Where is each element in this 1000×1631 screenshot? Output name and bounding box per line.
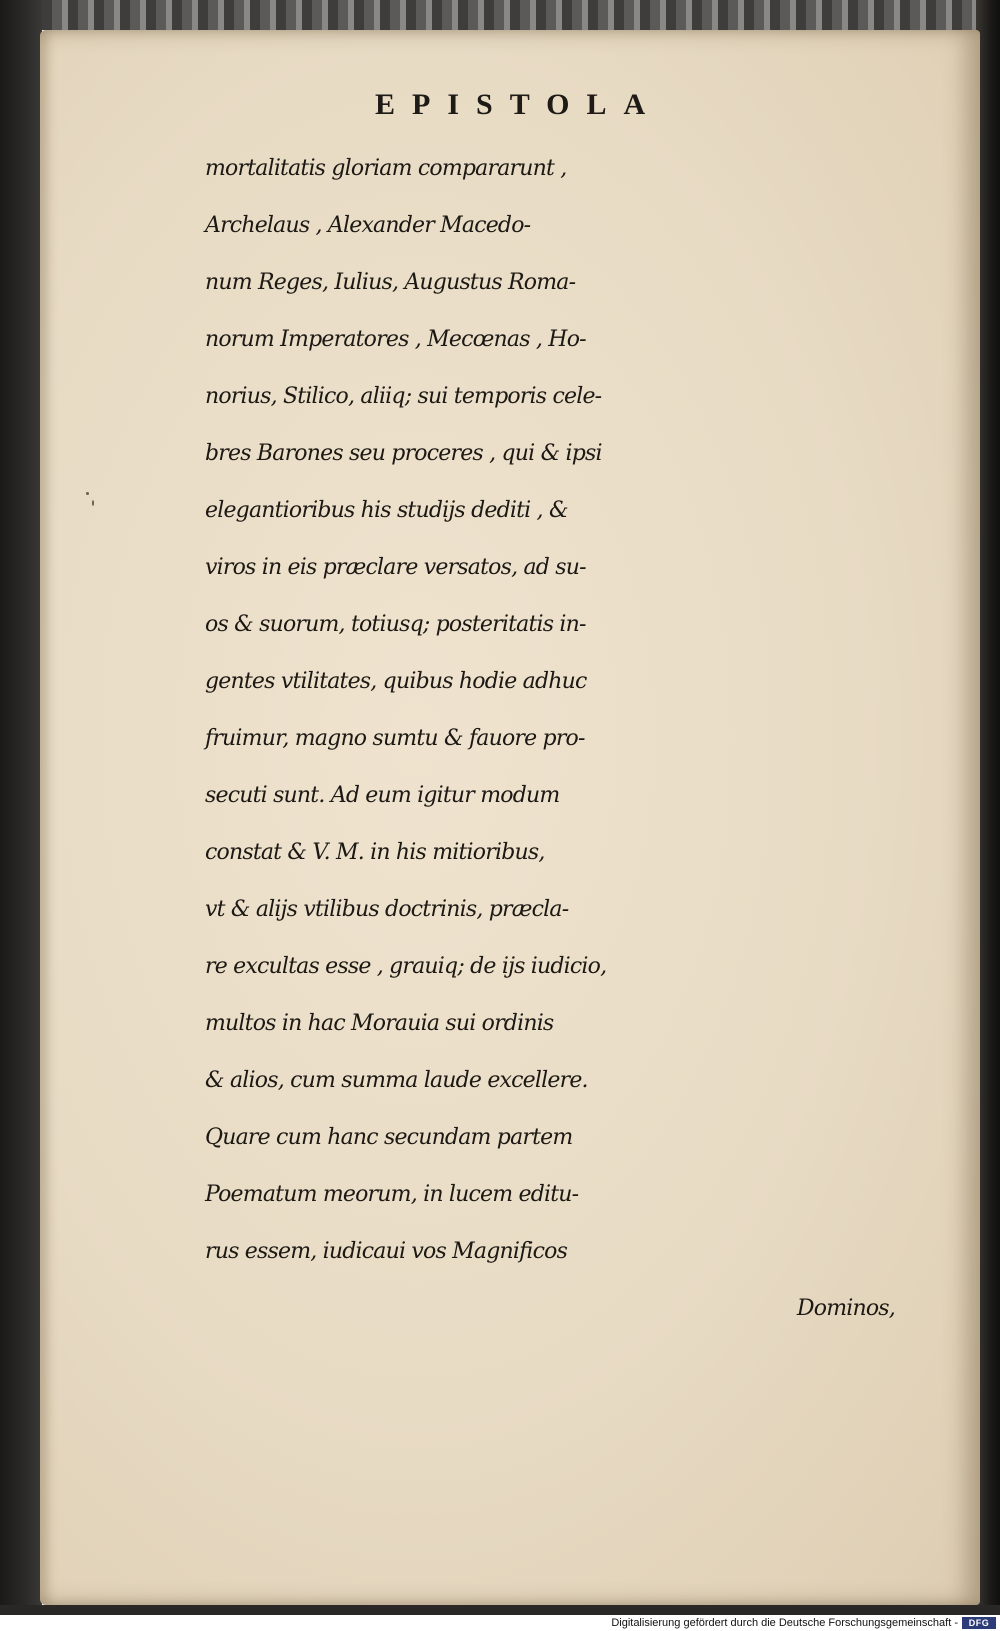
paper-speck bbox=[86, 492, 89, 495]
text-line: constat & V. M. in his mitioribus, bbox=[205, 840, 545, 865]
footer-credit: Digitalisierung gefördert durch die Deutsche Forschungsgemeinschaft - bbox=[611, 1617, 958, 1629]
scan-bottom-border bbox=[0, 1605, 1000, 1615]
text-line: secuti sunt. Ad eum igitur modum bbox=[205, 783, 560, 808]
text-line: elegantioribus his studijs dediti , & bbox=[205, 498, 568, 523]
text-line: os & suorum, totiusq; posteritatis in- bbox=[205, 612, 586, 637]
text-line: & alios, cum summa laude excellere. bbox=[205, 1068, 588, 1093]
text-line: Archelaus , Alexander Macedo- bbox=[205, 213, 531, 238]
text-line: Dominos, bbox=[796, 1296, 895, 1321]
book-binding-left bbox=[0, 0, 42, 1615]
text-line: vt & alijs vtilibus doctrinis, præcla- bbox=[205, 897, 569, 922]
text-line: bres Barones seu proceres , qui & ipsi bbox=[205, 441, 602, 466]
text-line: fruimur, magno sumtu & fauore pro- bbox=[205, 726, 585, 751]
text-line: Poematum meorum, in lucem editu- bbox=[205, 1182, 579, 1207]
text-line: norum Imperatores , Mecœnas , Ho- bbox=[205, 327, 586, 352]
scan-top-border bbox=[0, 0, 1000, 30]
body-text bbox=[205, 140, 915, 1337]
text-line: multos in hac Morauia sui ordinis bbox=[205, 1011, 554, 1036]
text-line: mortalitatis gloriam compararunt , bbox=[205, 156, 567, 181]
text-line: viros in eis præclare versatos, ad su- bbox=[205, 555, 586, 580]
running-head: EPISTOLA bbox=[375, 88, 663, 121]
text-line: re excultas esse , grauiq; de ijs iudicio, bbox=[205, 954, 607, 979]
paper-speck bbox=[92, 500, 94, 506]
text-line: num Reges, Iulius, Augustus Roma- bbox=[205, 270, 576, 295]
text-line: gentes vtilitates, quibus hodie adhuc bbox=[205, 669, 587, 694]
dfg-logo: DFG bbox=[962, 1617, 996, 1629]
text-line: Quare cum hanc secundam partem bbox=[205, 1125, 573, 1150]
text-line: norius, Stilico, aliiq; sui temporis cele- bbox=[205, 384, 602, 409]
text-line: rus essem, iudicaui vos Magnificos bbox=[205, 1239, 568, 1264]
